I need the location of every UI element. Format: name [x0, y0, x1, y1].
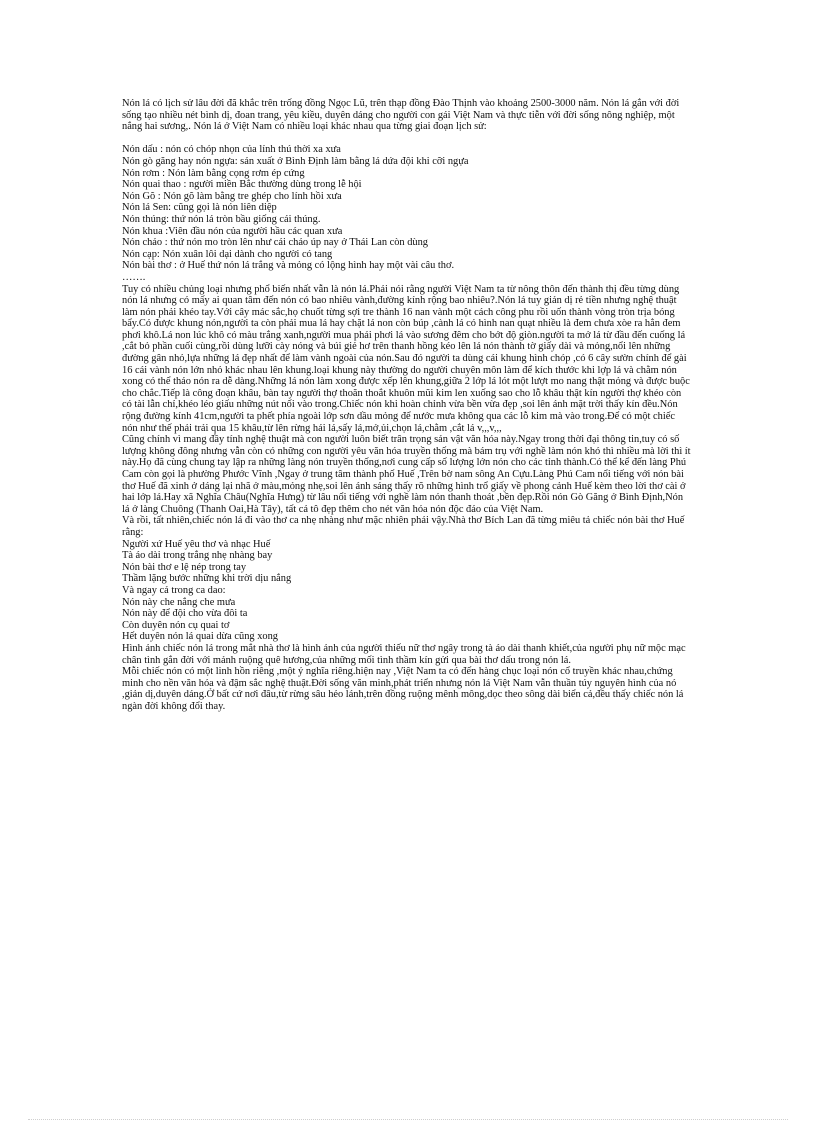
page-bottom-divider — [28, 1119, 788, 1120]
folk-intro-line: Và ngay cả trong ca dao: — [122, 584, 226, 596]
list-item: ……. — [122, 271, 146, 283]
poem-line: Thầm lặng bước những khi trời dịu nắng — [122, 573, 292, 585]
closing-paragraph: Mỗi chiếc nón có một linh hồn riêng ,một ý nghĩa riêng.hiện nay ,Việt Nam ta có đến hàng chục loại nón cổ truyền khác nhau,chứng minh cho nền văn hóa và đậm sắc nghệ thuật.Đời sống văn minh,phát triển nhưng nón lá Việt Nam vẫn thuần túy nguyên hình của nó ,giản dị,duyên dáng.Ở bất cứ nơi đâu,từ rừng sâu hẻo lánh,trên đồng ruộng mênh mông,dọc theo sông dài biển cả,đều thấy chiếc nón lá ngàn đời không đổi thay. — [122, 666, 684, 712]
list-item: Nón bài thơ : ở Huế thứ nón lá trắng và mỏng có lộng hình hay một vài câu thơ. — [122, 260, 455, 272]
list-item: Nón quai thao : người miền Bắc thường dùng trong lễ hội — [122, 179, 362, 191]
poem-line: Người xứ Huế yêu thơ và nhạc Huế — [122, 538, 271, 550]
image-paragraph: Hình ảnh chiếc nón lá trong mắt nhà thơ là hình ảnh của người thiếu nữ thơ ngây trong tà áo dài thanh khiết,của người phụ nữ mộc mạc chân tình gắn đời với mảnh ruộng quê hương,của những mối tình thầm kín gửi qua bài thơ dấu trong nón lá. — [122, 642, 686, 666]
poem-line: Nón này để đội cho vừa đôi ta — [122, 608, 248, 620]
hat-types-list — [122, 144, 692, 283]
poem-line: Nón bài thơ e lệ nép trong tay — [122, 561, 247, 573]
poem-folk-verse — [122, 597, 692, 643]
poem-bich-lan — [122, 539, 692, 585]
poem-line: Nón này che nắng che mưa — [122, 596, 236, 608]
list-item: Nón Gõ : Nón gõ làm bằng tre ghép cho lính hồi xưa — [122, 190, 342, 202]
making-paragraph: Tuy có nhiều chủng loại nhưng phổ biến nhất vẫn là nón lá.Phải nói rằng người Việt Nam ta từ nông thôn đến thành thị đều từng dùng nón lá nhưng có mấy ai quan tâm đến nón có bao nhiêu vành,đường kính rộng bao nhiêu?.Nón lá tuy giản dị rẻ tiền nhưng nghệ thuật làm nón phải khéo tay.Với cây mác sắc,họ chuốt từng sợi tre thành 16 nan vành một cách công phu rồi uốn thành vòng tròn trịa bóng bẩy.Có được khung nón,người ta còn phải mua lá hay chặt lá non còn búp ,cành lá có hình nan quạt nhiều là đem chưa xòe ra hẳn đem phơi khô.Lá non lúc khô có màu trắng xanh,người mua phải phơi lá vào sương đêm cho bớt độ giòn.người ta mở lá từ đầu đến cuống lá ,cắt bỏ phần cuối cùng,rồi dùng lưỡi cày nóng và búi giẻ hơ trên thanh hồng kéo lên lá nón thành tờ giấy dài và mỏng,nổi lên những đường gân nhỏ,lựa những lá đẹp nhất để làm vành ngoài của nón.Sau đó người ta dùng cái khung hình chóp ,có 6 cây sườn chính để gài 16 cái vành nón lớn nhỏ khác nhau lên khung.loại khung này thường do người chuyên môn làm để kích thước khi lợp lá và chằm nón xong có thể tháo nón ra dễ dàng.Những lá nón làm xong được xếp lên khung,giữa 2 lớp lá lót một lượt mo nang thật mỏng và được buộc cho chắc.Tiếp là công đoạn khâu, bàn tay người thợ thoăn thoắt khuôn mũi kim len xuống sao cho lỗ khâu thật kín người thợ khéo còn có tài lẫn chỉ,khéo léo giấu những nút nối vào trong.Chiếc nón khi hoàn chỉnh vừa bền vừa đẹp ,soi lên ánh mặt trời thấy kín đều.Nón rộng đường kính 41cm,người ta phết phía ngoài lớp sơn dầu mỏng để nước mưa không qua các lỗ kim mà vào trong.Để có một chiếc nón như thế phải trải qua 15 khâu,từ lên rừng hái lá,sấy lá,mở,ủi,chọn lá,chằm ,cắt lá v,,,v,,, — [122, 283, 690, 434]
villages-paragraph: Cũng chính vì mang đầy tính nghệ thuật mà con người luôn biết trân trọng sản vật văn hóa này.Ngay trong thời đại thông tin,tuy có số lượng không đông nhưng vẫn còn có những con người yêu văn hóa truyền thống mà bám trụ với nghề làm nón khó thì nhiều mà lời thì ít này.Họ đã cùng chung tay lập ra những làng nón truyền thống,nơi cung cấp số lượng lớn nón cho các tỉnh thành.Có thể kể đến làng Phú Cam còn gọi là phường Phước Vĩnh ,Ngay ở trung tâm thành phố Huế ,Trên bờ nam sông An Cựu.Làng Phú Cam nổi tiếng với nón bài thơ Huế đã xinh ở dáng lại nhã ở màu,mỏng nhẹ,soi lên ánh sáng thấy rõ những hình trổ giấy về phong cảnh Huế kèm theo lời thơ cài ở hai lớp lá.Hay xã Nghĩa Châu(Nghĩa Hưng) từ lâu nổi tiếng với nghề làm nón thanh thoát ,bền đẹp.Rồi nón Gò Găng ở Bình Định,Nón lá ở làng Chuông (Thanh Oai,Hà Tây), tất cả tô đẹp thêm cho nét văn hóa nón độc đáo của Việt Nam. — [122, 434, 691, 515]
poem-line: Hết duyên nón lá quai dừa cũng xong — [122, 631, 278, 643]
poetry-intro-paragraph: Và rồi, tất nhiên,chiếc nón lá đi vào thơ ca nhẹ nhàng như mặc nhiên phải vậy.Nhà thơ Bích Lan đã từng miêu tả chiếc nón bài thơ Huế rằng: — [122, 515, 685, 538]
list-item: Nón lá Sen: cũng gọi là nón liên diệp — [122, 202, 277, 214]
document-body — [122, 98, 692, 712]
list-item: Nón rơm : Nón làm bằng cọng rơm ép cứng — [122, 167, 305, 179]
intro-paragraph: Nón lá có lịch sử lâu đời đã khắc trên trống đồng Ngọc Lũ, trên thạp đồng Đào Thịnh vào khoảng 2500-3000 năm. Nón lá gắn với đời sống tạo nhiều nét bình dị, đoan trang, yêu kiều, duyên dáng cho người con gái Việt Nam và thực tiễn với đời sống nông nghiệp, một nắng hai sương,. Nón lá ở Việt Nam có nhiều loại khác nhau qua từng giai đoạn lịch sử: — [122, 98, 680, 133]
list-item: Nón thúng: thứ nón lá tròn bầu giống cái thúng. — [122, 213, 321, 225]
poem-line: Còn duyên nón cụ quai tơ — [122, 619, 230, 631]
list-item: Nón dấu : nón có chóp nhọn của lính thú thời xa xưa — [122, 144, 341, 156]
list-item: Nón cạp: Nón xuân lôi dại dành cho người có tang — [122, 248, 333, 260]
list-item: Nón chảo : thứ nón mo tròn lên như cái chảo úp nay ở Thái Lan còn dùng — [122, 237, 428, 249]
list-item: Nón gò găng hay nón ngựa: sản xuất ở Bình Định làm bằng lá dứa đội khi cỡi ngựa — [122, 155, 469, 167]
list-item: Nón khua :Viên đầu nón của người hầu các quan xưa — [122, 225, 343, 237]
poem-line: Tà áo dài trong trắng nhẹ nhàng bay — [122, 550, 273, 562]
